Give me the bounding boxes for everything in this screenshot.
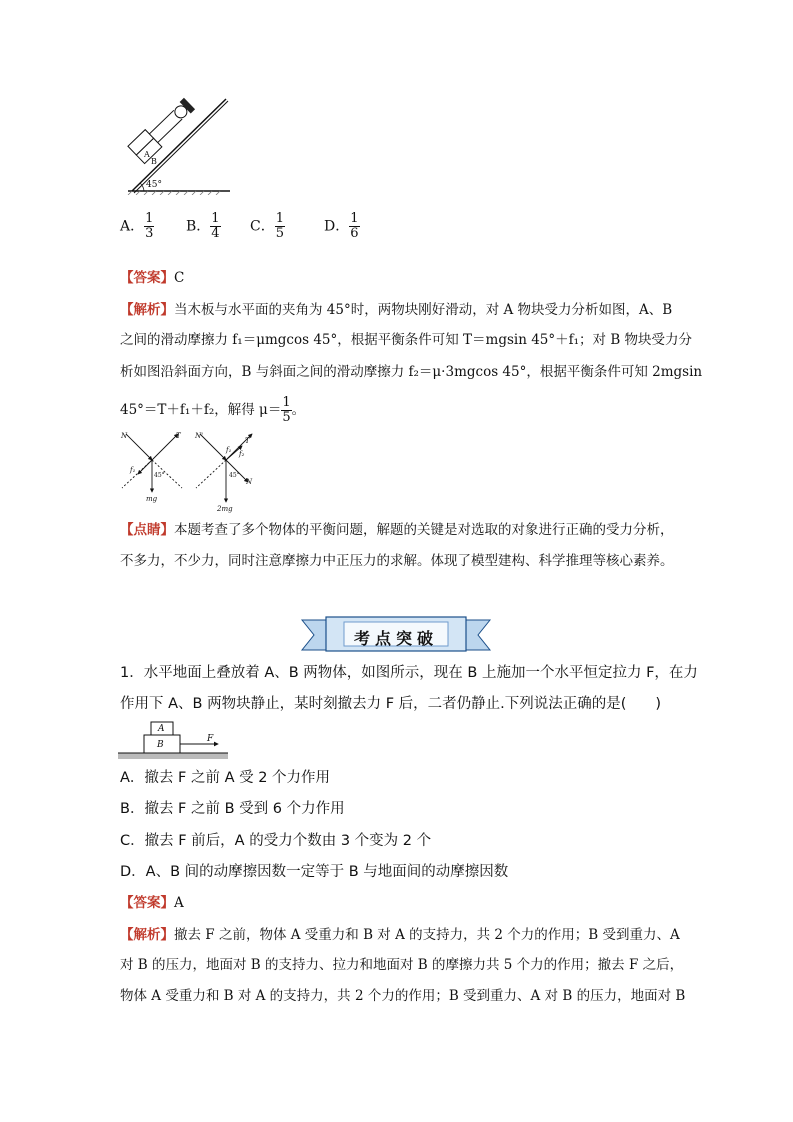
question-line-2: 作用下 A、B 两物块静止，某时刻撤去力 F 后，二者仍静止.下列说法正确的是( ) — [120, 696, 662, 712]
stack-block-a-label: A — [158, 724, 165, 734]
question-line-1: 1．水平地面上叠放着 A、B 两物体，如图所示，现在 B 上施加一个水平恒定拉力 F，在力 — [120, 665, 698, 681]
comment-tag: 【点睛】 — [120, 522, 174, 538]
choice-d[interactable]: D．A、B 间的动摩擦因数一定等于 B 与地面间的动摩擦因数 — [120, 864, 509, 880]
fd-left-f1: f₁ — [130, 466, 136, 474]
section-banner-title: 考点突破 — [353, 629, 438, 648]
comment-line-1: 【点睛】本题考查了多个物体的平衡问题，解题的关键是对选取的对象进行正确的受力分析， — [120, 522, 674, 538]
block-b-label: B — [151, 157, 157, 166]
fd-right-t: T — [245, 437, 250, 445]
fd-right-f2: f₂ — [239, 450, 245, 458]
analysis-line-2: 之间的滑动摩擦力 f₁＝μmgcos 45°，根据平衡条件可知 T＝mgsin 45°＋f₁；对 B 物块受力分 — [120, 332, 693, 348]
incline-figure — [118, 95, 238, 195]
choice-c[interactable]: C．撤去 F 前后，A 的受力个数由 3 个变为 2 个 — [120, 833, 432, 849]
fd-right-angle: 45° — [229, 472, 240, 479]
fd-left-mg: mg — [146, 495, 158, 503]
fd-right-mg: 2mg — [217, 505, 233, 513]
fd-left-t: T — [176, 432, 181, 440]
incline-angle-label: 45° — [146, 180, 162, 190]
fd-left-angle: 45° — [154, 472, 165, 479]
fd-right-n: N — [246, 478, 253, 486]
answer-2-line — [120, 893, 680, 913]
fd-right-f1: f₁ — [226, 446, 232, 454]
choice-a[interactable]: A．撤去 F 之前 A 受 2 个力作用 — [120, 770, 331, 786]
answer-value: C — [174, 270, 185, 286]
analysis-line-3: 析如图沿斜面方向，B 与斜面之间的滑动摩擦力 f₂＝μ·3mgcos 45°，根据平衡条件可知 2mgsin — [120, 364, 703, 380]
analysis-line-1: 【解析】当木板与水平面的夹角为 45°时，两物块刚好滑动，对 A 物块受力分析如图，A、B — [120, 302, 673, 318]
force-f-label: F — [207, 734, 214, 744]
comment-line-2: 不多力，不少力，同时注意摩擦力中正压力的求解。体现了模型建构、科学推理等核心素养。 — [120, 553, 674, 569]
analysis-2-line-1: 【解析】撤去 F 之前，物体 A 受重力和 B 对 A 的支持力，共 2 个力的作用；B 受到重力、A — [120, 927, 680, 943]
analysis-2-tag: 【解析】 — [120, 927, 174, 943]
analysis-2-line-3: 物体 A 受重力和 B 对 A 的支持力，共 2 个力的作用；B 受到重力、A 对 B 的压力，地面对 B — [120, 988, 686, 1004]
analysis-tag: 【解析】 — [120, 302, 174, 318]
choice-b[interactable]: B．撤去 F 之前 B 受到 6 个力作用 — [120, 801, 345, 817]
answer-tag: 【答案】 — [120, 270, 174, 286]
analysis-2-line-2: 对 B 的压力，地面对 B 的支持力、拉力和地面对 B 的摩擦力共 5 个力的作用；撤去 F 之后， — [120, 957, 684, 973]
option-c[interactable]: C． $\frac{1}{5}$ — [250, 211, 284, 241]
block-a-label: A — [144, 150, 150, 159]
answer-2-tag: 【答案】 — [120, 895, 174, 911]
answer-line — [120, 268, 680, 288]
stack-block-b-label: B — [157, 740, 164, 750]
option-d[interactable]: D． $\frac{1}{6}$ — [324, 211, 359, 241]
option-b[interactable]: B． $\frac{1}{4}$ — [186, 211, 220, 241]
answer-2-value: A — [174, 895, 184, 911]
fd-left-n: N — [121, 432, 128, 440]
option-a[interactable]: A． $\frac{1}{3}$ — [120, 211, 154, 241]
analysis-line-4: 45°＝T＋f₁＋f₂，解得 μ＝ $\frac{1}{5}$ 。 — [120, 395, 306, 425]
fd-right-n-prime: N' — [195, 432, 204, 440]
